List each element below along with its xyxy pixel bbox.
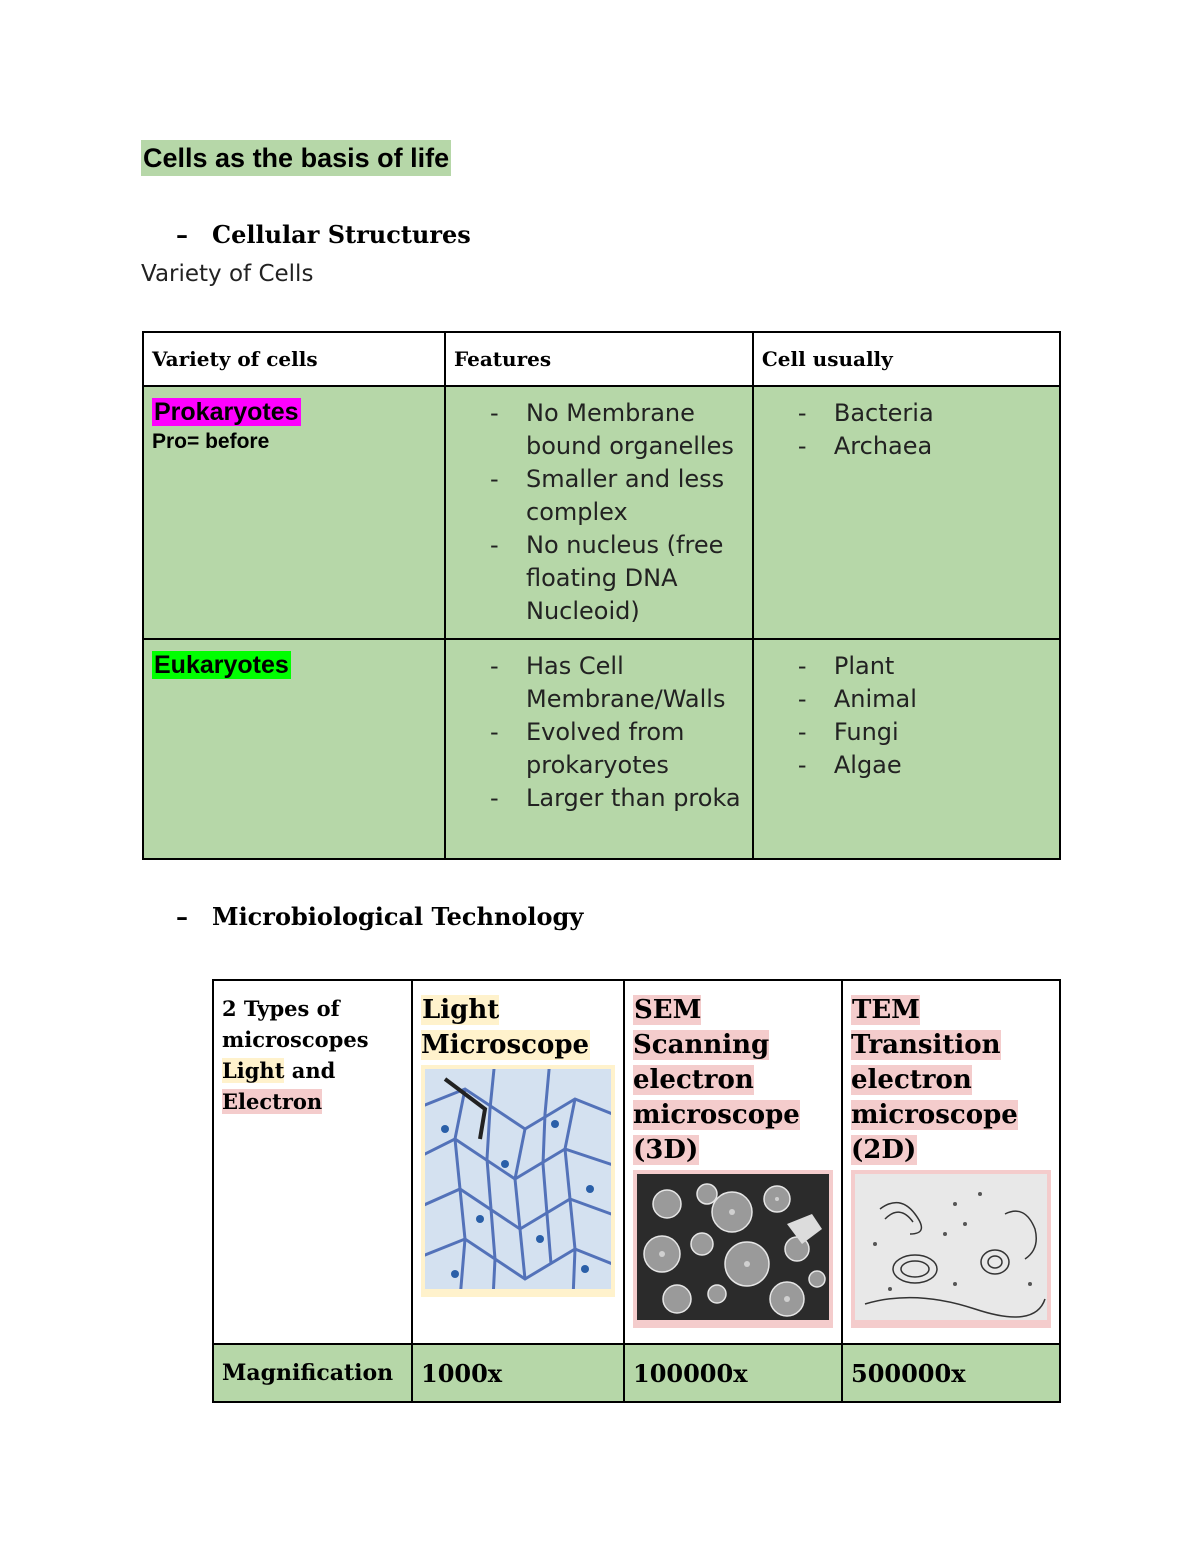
table-row-eukaryotes [143, 639, 1060, 859]
list-item: - Fungi [797, 718, 899, 746]
tem-cell [842, 980, 1060, 1344]
list-item: - Algae [797, 751, 902, 779]
header-cell: Variety of cells [143, 332, 445, 386]
types-cell [213, 980, 412, 1344]
magnification-row [213, 1344, 1060, 1402]
list-item: - Animal [797, 685, 917, 713]
cell-type-cell [143, 639, 445, 859]
section-heading-cellular-structures [176, 220, 471, 250]
examples-cell [753, 639, 1060, 859]
magnification-label: Magnification [213, 1344, 412, 1402]
types-and: and [291, 1058, 336, 1083]
subtitle: Variety of Cells [141, 261, 314, 287]
eukaryotes-label: Eukaryotes [154, 651, 289, 679]
magnification-value: 100000x [624, 1344, 842, 1402]
sem-micrograph-pollen [637, 1174, 829, 1320]
list-item: - No nucleus (free floating DNA Nucleoid) [490, 531, 724, 625]
light-micrograph-onion-cells [425, 1069, 611, 1289]
types-intro: 2 Types of microscopes [222, 996, 369, 1052]
microscope-types-row [213, 980, 1060, 1344]
magnification-value: 1000x [412, 1344, 624, 1402]
sem-label: SEM Scanning electron microscope (3D) [633, 995, 800, 1165]
tem-micrograph-organelles [855, 1174, 1047, 1320]
sem-cell [624, 980, 842, 1344]
cell-type-cell [143, 386, 445, 639]
list-item: - Plant [797, 652, 895, 680]
features-cell [445, 386, 753, 639]
magnification-value: 500000x [842, 1344, 1060, 1402]
list-item: - Bacteria [797, 399, 934, 427]
tem-micrograph-image [851, 1170, 1051, 1328]
sem-micrograph-image [633, 1170, 833, 1328]
light-microscope-cell [412, 980, 624, 1344]
page-title: Cells as the basis of life [141, 140, 451, 176]
types-light: Light [222, 1058, 285, 1083]
table-header-row [143, 332, 1060, 386]
prokaryotes-label: Prokaryotes [154, 398, 299, 426]
examples-cell [753, 386, 1060, 639]
table-row-prokaryotes [143, 386, 1060, 639]
heading-text: Cellular Structures [212, 220, 471, 249]
light-micrograph-image [421, 1065, 615, 1297]
features-cell [445, 639, 753, 859]
list-item: - Has Cell Membrane/Walls [490, 652, 726, 713]
list-item: - Larger than proka [490, 784, 741, 812]
prokaryotes-note: Pro= before [152, 430, 270, 453]
heading-dash: – [176, 220, 188, 249]
tem-label: TEM Transition electron microscope (2D) [851, 995, 1018, 1165]
list-item: - No Membrane bound organelles [490, 399, 734, 460]
list-item: - Smaller and less complex [490, 465, 725, 526]
section-heading-microbiological-technology [176, 902, 583, 932]
list-item: - Evolved from prokaryotes [490, 718, 685, 779]
heading-text: Microbiological Technology [212, 902, 584, 931]
header-cell: Features [445, 332, 753, 386]
light-microscope-label: Light Microscope [421, 995, 590, 1060]
heading-dash: – [176, 902, 188, 931]
types-electron: Electron [222, 1089, 323, 1114]
variety-of-cells-table [142, 331, 1061, 860]
header-cell: Cell usually [753, 332, 1060, 386]
microscope-table [212, 979, 1061, 1403]
list-item: - Archaea [797, 432, 933, 460]
